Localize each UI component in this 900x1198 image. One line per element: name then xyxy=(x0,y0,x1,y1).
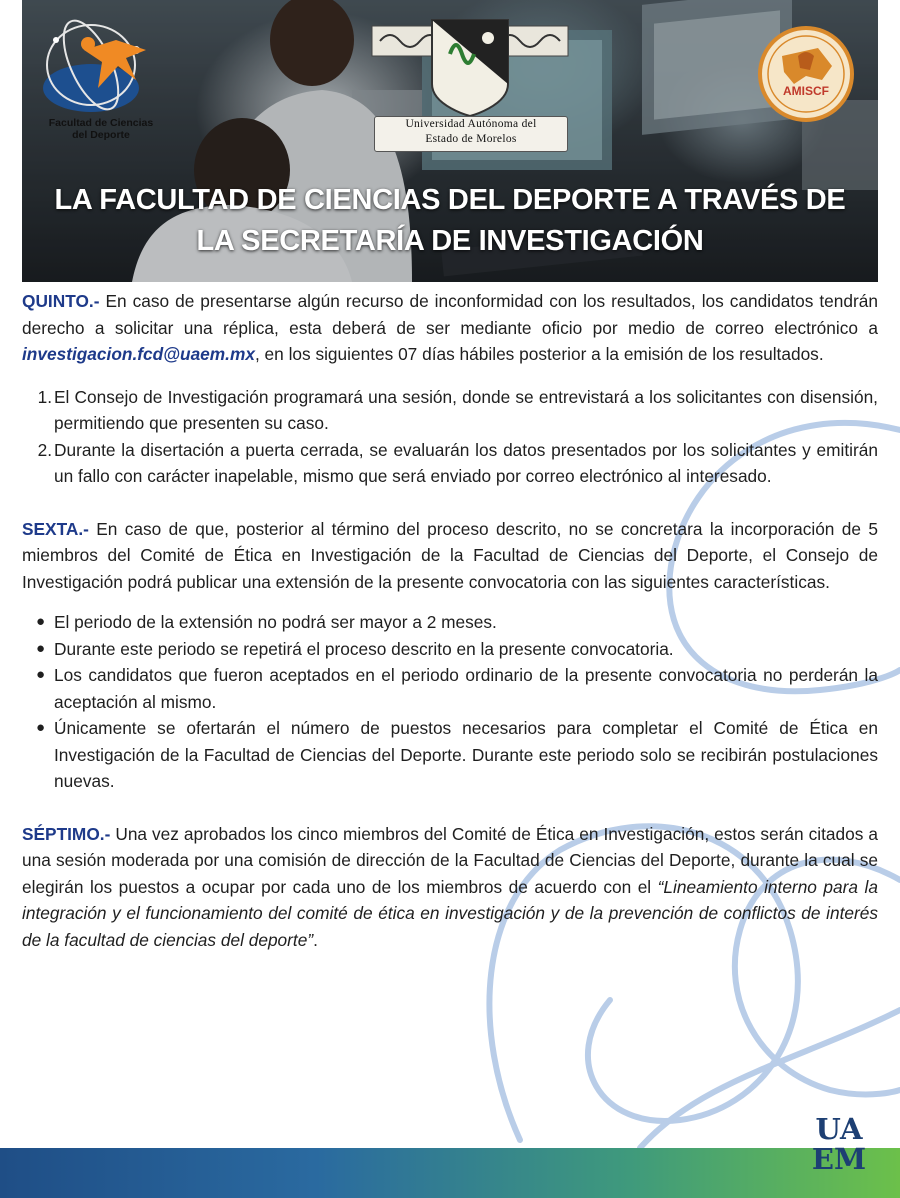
list-item-text: Únicamente se ofertarán el número de puestos necesarios para completar el Comité de Ética en Investigación de la Facultad de Ciencias del Deporte. Durante este periodo solo se recibirán postulaciones nuevas. xyxy=(54,718,878,791)
section-septimo xyxy=(22,821,878,954)
footer-gradient-bar xyxy=(0,1148,900,1198)
list-item xyxy=(22,384,878,437)
page-title-line1: LA FACULTAD DE CIENCIAS DEL DEPORTE A TRAVÉS DE xyxy=(54,184,846,216)
list-item xyxy=(22,609,878,636)
list-item-text: El periodo de la extensión no podrá ser mayor a 2 meses. xyxy=(54,612,497,632)
bullet-icon: ● xyxy=(36,613,46,630)
bullet-icon: ● xyxy=(36,639,46,657)
contact-email: investigacion.fcd@uaem.mx xyxy=(22,344,255,364)
fcd-logo-caption-1: Facultad de Ciencias xyxy=(48,117,154,129)
uaem-footer-logo-bottom: EM xyxy=(811,1142,867,1176)
header-banner xyxy=(22,0,878,282)
amiscf-seal xyxy=(758,26,854,122)
university-name-line1: Universidad Autónoma del xyxy=(405,118,537,130)
list-item xyxy=(22,662,878,715)
amiscf-label: AMISCF xyxy=(783,84,829,98)
list-item xyxy=(22,437,878,490)
list-item-text: Durante este periodo se repetirá el proceso descrito en la presente convocatoria. xyxy=(54,638,674,659)
section-sexta-label: SEXTA.- xyxy=(22,518,89,539)
uaem-ribbon xyxy=(374,116,568,152)
quinto-list xyxy=(22,384,878,490)
list-item xyxy=(22,636,878,663)
list-item xyxy=(22,715,878,795)
list-item-text: Los candidatos que fueron aceptados en el periodo ordinario de la presente convocatoria no perderán la aceptación al mismo. xyxy=(54,665,878,712)
uaem-logo xyxy=(370,14,570,154)
bullet-icon: ● xyxy=(36,719,46,736)
university-name-line2: Estado de Morelos xyxy=(425,133,517,145)
sexta-list xyxy=(22,609,878,795)
uaem-footer-logo xyxy=(808,1114,870,1178)
section-quinto-text-1: En caso de presentarse algún recurso de inconformidad con los resultados, los candidatos tendrán derecho a solicitar una réplica, esta deberá de ser mediante oficio por medio de correo electrónico a xyxy=(22,291,878,338)
bullet-icon: ● xyxy=(36,666,46,683)
fcd-logo-caption-2: del Deporte xyxy=(72,129,130,141)
page-title-line2: LA SECRETARÍA DE INVESTIGACIÓN xyxy=(196,225,704,257)
fcd-logo xyxy=(36,10,166,146)
section-septimo-end: . xyxy=(313,929,318,950)
page-title xyxy=(22,180,878,262)
fcd-logo-emblem xyxy=(36,10,166,120)
section-quinto-text-2: , en los siguientes 07 días hábiles posterior a la emisión de los resultados. xyxy=(254,344,824,364)
section-septimo-text: Una vez aprobados los cinco miembros del Comité de Ética en Investigación, estos serán citados a una sesión moderada por una comisión de dirección de la Facultad de Ciencias del Deporte, durante la cual se elegirán los puestos a ocupar por cada uno de los miembros de acuerdo con el xyxy=(22,823,878,897)
list-number: 1. xyxy=(37,386,52,407)
section-sexta xyxy=(22,516,878,596)
document-body xyxy=(22,288,878,953)
list-number: 2. xyxy=(37,439,52,460)
guideline-title: “Lineamiento interno para la integración y el funcionamiento del comité de ética en investigación y de la prevención de conflictos de interés de la facultad de ciencias del deporte” xyxy=(22,876,878,950)
section-quinto xyxy=(22,288,878,368)
section-septimo-label: SÉPTIMO.- xyxy=(22,823,111,844)
list-item-text: Durante la disertación a puerta cerrada, se evaluarán los datos presentados por los solicitantes y emitirán un fallo con carácter inapelable, mismo que será enviado por correo electrónico al interesado. xyxy=(54,439,878,486)
amiscf-logo xyxy=(758,26,854,122)
uaem-crest xyxy=(370,14,570,118)
section-sexta-text: En caso de que, posterior al término del proceso descrito, no se concretara la incorporación de 5 miembros del Comité de Ética en Investigación de la Facultad de Ciencias del Deporte, el Consejo de Investigación podrá publicar una extensión de la presente convocatoria con las siguientes características. xyxy=(22,518,878,592)
section-quinto-label: QUINTO.- xyxy=(22,291,100,311)
list-item-text: El Consejo de Investigación programará una sesión, donde se entrevistará a los solicitantes con disensión, permitiendo que presenten su caso. xyxy=(54,386,878,433)
uaem-footer-logo-top: UA xyxy=(815,1112,863,1146)
